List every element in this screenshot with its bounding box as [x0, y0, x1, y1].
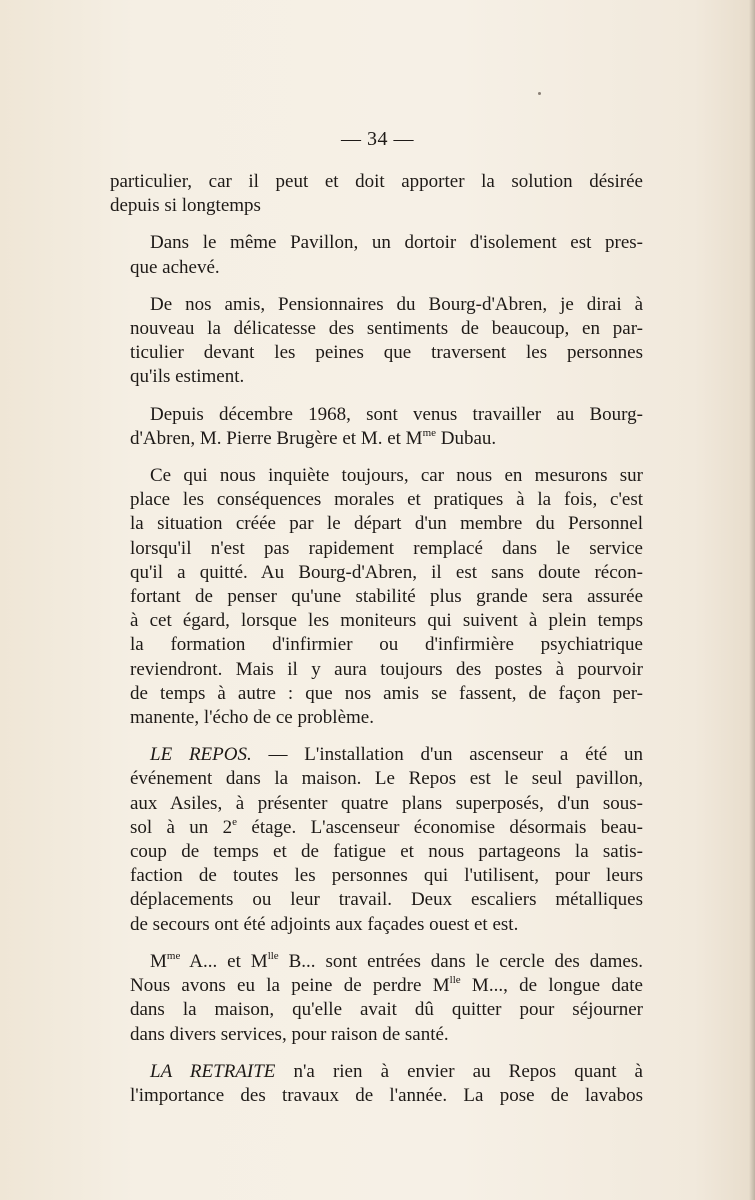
- text-line: De nos amis, Pensionnaires du Bourg-d'Abren, je dirai à: [150, 293, 643, 315]
- text-line: coup de temps et de fatigue et nous partageons la satis-: [130, 841, 643, 863]
- italic-heading: LE REPOS.: [150, 744, 252, 766]
- text-line: LA RETRAITE n'a rien à envier au Repos quant à: [150, 1060, 643, 1082]
- paragraph: [110, 403, 643, 451]
- text-line: la formation d'infirmier ou d'infirmière psychiatrique: [130, 634, 643, 656]
- text-line: $M^{me}$ A... et $M^{lle}$ B... sont entrées dans le cercle des dames.: [150, 949, 644, 972]
- paragraph: [110, 1060, 643, 1108]
- text-line: nouveau la délicatesse des sentiments de beaucoup, en par-: [130, 318, 643, 340]
- body-text: [110, 170, 643, 1121]
- text-line: Depuis décembre 1968, sont venus travailler au Bourg-: [150, 403, 643, 425]
- text-line: qu'ils estiment.: [130, 366, 245, 388]
- paragraph: [110, 464, 643, 730]
- superscript: e: [232, 815, 238, 828]
- page-number: — 34 —: [341, 128, 414, 150]
- text-line: Dans le même Pavillon, un dortoir d'isolement est pres-: [150, 232, 643, 254]
- text-line: d'Abren, M. Pierre Brugère et M. et $M^{me}$ Dubau.: [130, 426, 497, 449]
- paragraph: [110, 743, 643, 937]
- text-line: de temps à autre : que nos amis se fassent, de façon per-: [130, 682, 643, 704]
- paragraph: [110, 231, 643, 279]
- superscript: me: [422, 426, 437, 439]
- superscript: lle: [267, 949, 279, 962]
- text-line: faction de toutes les personnes qui l'utilisent, pour leurs: [130, 865, 643, 887]
- text-line: à cet égard, lorsque les moniteurs qui suivent à plein temps: [130, 610, 643, 632]
- text-line: place les conséquences morales et pratiques à la fois, c'est: [130, 489, 643, 511]
- text-line: qu'il a quitté. Au Bourg-d'Abren, il est sans doute récon-: [130, 561, 643, 583]
- text-line: l'importance des travaux de l'année. La pose de lavabos: [130, 1084, 643, 1106]
- superscript: lle: [449, 973, 461, 986]
- superscript: me: [166, 949, 181, 962]
- text-line: de secours ont été adjoints aux façades ouest et est.: [130, 913, 519, 935]
- text-line: dans divers services, pour raison de santé.: [130, 1023, 449, 1045]
- text-line: dans la maison, qu'elle avait dû quitter pour séjourner: [130, 999, 643, 1021]
- text-line: depuis si longtemps: [110, 195, 261, 217]
- paragraph: [110, 170, 643, 218]
- italic-heading: LA RETRAITE: [150, 1060, 276, 1082]
- text-line: lorsqu'il n'est pas rapidement remplacé dans le service: [130, 537, 643, 559]
- text-line: que achevé.: [130, 256, 220, 278]
- text-line: manente, l'écho de ce problème.: [130, 707, 374, 729]
- text-line: événement dans la maison. Le Repos est le seul pavillon,: [130, 768, 643, 790]
- text-line: fortant de penser qu'une stabilité plus grande sera assurée: [130, 586, 643, 608]
- text-line: sol à un 2e étage. L'ascenseur économise désormais beau-: [130, 815, 643, 838]
- page-edge-shadow: [749, 0, 755, 1200]
- text-line: la situation créée par le départ d'un membre du Personnel: [130, 513, 643, 535]
- paragraph: [110, 950, 643, 1047]
- text-line: aux Asiles, à présenter quatre plans superposés, d'un sous-: [130, 792, 643, 814]
- text-line: LE REPOS. — L'installation d'un ascenseur a été un: [150, 744, 644, 766]
- text-line: déplacements ou leur travail. Deux escaliers métalliques: [130, 889, 643, 911]
- text-line: Ce qui nous inquiète toujours, car nous en mesurons sur: [150, 465, 643, 487]
- text-line: reviendront. Mais il y aura toujours des postes à pourvoir: [130, 658, 643, 680]
- paper-speck: [538, 92, 541, 95]
- text-line: Nous avons eu la peine de perdre $M^{lle}$ M..., de longue date: [130, 973, 643, 997]
- paragraph: [110, 293, 643, 390]
- text-line: particulier, car il peut et doit apporter la solution désirée: [110, 171, 643, 192]
- text-line: ticulier devant les peines que traversent les personnes: [130, 342, 643, 364]
